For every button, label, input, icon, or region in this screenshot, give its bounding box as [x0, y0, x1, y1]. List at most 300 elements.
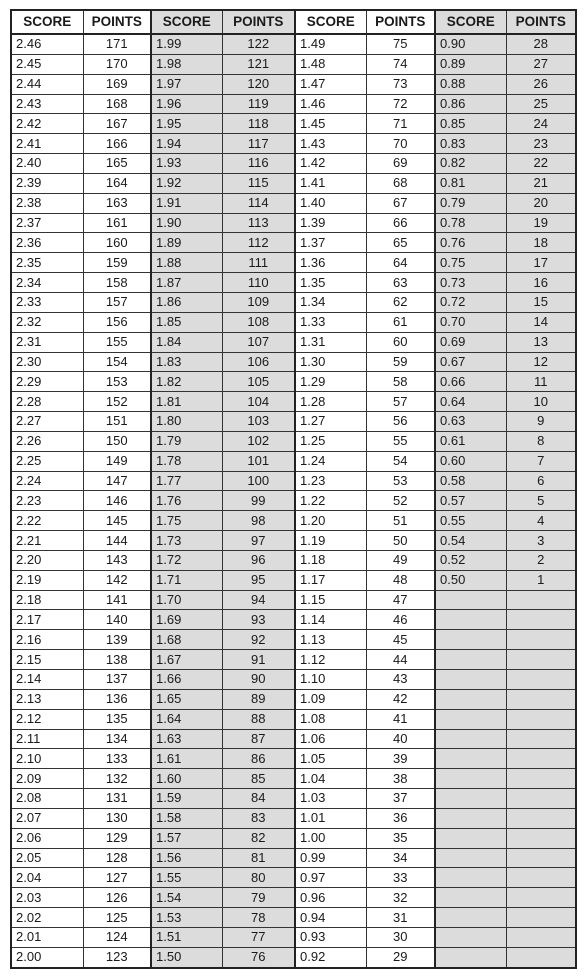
- score-cell: 2.38: [11, 193, 83, 213]
- empty-cell: [506, 630, 576, 650]
- points-cell: 122: [222, 34, 295, 54]
- points-cell: 32: [366, 888, 435, 908]
- points-cell: 22: [506, 154, 576, 174]
- points-cell: 136: [83, 689, 151, 709]
- empty-cell: [506, 590, 576, 610]
- score-cell: 1.00: [295, 828, 366, 848]
- points-cell: 63: [366, 273, 435, 293]
- score-cell: 1.66: [151, 670, 222, 690]
- points-cell: 109: [222, 292, 295, 312]
- points-cell: 59: [366, 352, 435, 372]
- score-cell: 1.99: [151, 34, 222, 54]
- score-cell: 1.15: [295, 590, 366, 610]
- score-cell: 0.76: [435, 233, 506, 253]
- points-cell: 7: [506, 451, 576, 471]
- points-cell: 30: [366, 927, 435, 947]
- score-cell: 2.30: [11, 352, 83, 372]
- points-cell: 161: [83, 213, 151, 233]
- score-cell: 1.86: [151, 292, 222, 312]
- points-cell: 2: [506, 550, 576, 570]
- points-cell: 97: [222, 531, 295, 551]
- score-cell: 2.26: [11, 431, 83, 451]
- score-cell: 1.54: [151, 888, 222, 908]
- points-cell: 40: [366, 729, 435, 749]
- points-cell: 111: [222, 253, 295, 273]
- points-cell: 69: [366, 154, 435, 174]
- points-cell: 6: [506, 471, 576, 491]
- points-cell: 52: [366, 491, 435, 511]
- score-cell: 0.82: [435, 154, 506, 174]
- score-cell: 1.10: [295, 670, 366, 690]
- points-cell: 128: [83, 848, 151, 868]
- score-cell: 2.07: [11, 808, 83, 828]
- empty-cell: [506, 947, 576, 967]
- score-cell: 0.86: [435, 94, 506, 114]
- score-cell: 2.34: [11, 273, 83, 293]
- points-cell: 119: [222, 94, 295, 114]
- score-cell: 0.85: [435, 114, 506, 134]
- points-cell: 102: [222, 431, 295, 451]
- table-row: [11, 749, 576, 769]
- empty-cell: [506, 808, 576, 828]
- points-cell: 170: [83, 54, 151, 74]
- points-cell: 43: [366, 670, 435, 690]
- score-cell: 0.58: [435, 471, 506, 491]
- empty-cell: [435, 709, 506, 729]
- points-cell: 156: [83, 312, 151, 332]
- score-cell: 0.94: [295, 908, 366, 928]
- header-score-3: SCORE: [295, 10, 366, 34]
- table-row: [11, 570, 576, 590]
- points-cell: 169: [83, 74, 151, 94]
- score-cell: 1.69: [151, 610, 222, 630]
- table-row: [11, 491, 576, 511]
- header-score-4: SCORE: [435, 10, 506, 34]
- points-cell: 4: [506, 511, 576, 531]
- points-cell: 147: [83, 471, 151, 491]
- header-score-1: SCORE: [11, 10, 83, 34]
- points-cell: 108: [222, 312, 295, 332]
- points-cell: 104: [222, 392, 295, 412]
- score-cell: 1.77: [151, 471, 222, 491]
- points-cell: 118: [222, 114, 295, 134]
- score-cell: 1.17: [295, 570, 366, 590]
- score-cell: 1.31: [295, 332, 366, 352]
- table-row: [11, 94, 576, 114]
- table-row: [11, 332, 576, 352]
- empty-cell: [435, 868, 506, 888]
- empty-cell: [506, 670, 576, 690]
- score-cell: 0.50: [435, 570, 506, 590]
- points-cell: 165: [83, 154, 151, 174]
- score-cell: 0.99: [295, 848, 366, 868]
- table-row: [11, 630, 576, 650]
- table-row: [11, 531, 576, 551]
- points-cell: 112: [222, 233, 295, 253]
- score-cell: 2.14: [11, 670, 83, 690]
- points-cell: 36: [366, 808, 435, 828]
- points-cell: 125: [83, 908, 151, 928]
- points-cell: 117: [222, 134, 295, 154]
- table-row: [11, 908, 576, 928]
- empty-cell: [435, 610, 506, 630]
- points-cell: 116: [222, 154, 295, 174]
- score-cell: 2.24: [11, 471, 83, 491]
- table-row: [11, 253, 576, 273]
- score-cell: 2.46: [11, 34, 83, 54]
- table-row: [11, 292, 576, 312]
- score-cell: 1.67: [151, 650, 222, 670]
- points-cell: 152: [83, 392, 151, 412]
- score-cell: 2.35: [11, 253, 83, 273]
- score-cell: 1.59: [151, 789, 222, 809]
- empty-cell: [506, 908, 576, 928]
- points-cell: 76: [222, 947, 295, 967]
- score-cell: 1.87: [151, 273, 222, 293]
- points-cell: 135: [83, 709, 151, 729]
- table-row: [11, 233, 576, 253]
- points-cell: 114: [222, 193, 295, 213]
- table-row: [11, 610, 576, 630]
- score-cell: 1.92: [151, 173, 222, 193]
- empty-cell: [435, 630, 506, 650]
- header-row: [11, 10, 576, 34]
- points-cell: 141: [83, 590, 151, 610]
- score-cell: 0.96: [295, 888, 366, 908]
- points-cell: 34: [366, 848, 435, 868]
- points-cell: 158: [83, 273, 151, 293]
- table-row: [11, 431, 576, 451]
- score-cell: 2.05: [11, 848, 83, 868]
- score-cell: 0.57: [435, 491, 506, 511]
- points-cell: 72: [366, 94, 435, 114]
- empty-cell: [435, 947, 506, 967]
- score-cell: 1.47: [295, 74, 366, 94]
- score-cell: 1.39: [295, 213, 366, 233]
- points-cell: 56: [366, 412, 435, 432]
- points-cell: 65: [366, 233, 435, 253]
- score-cell: 1.37: [295, 233, 366, 253]
- points-cell: 160: [83, 233, 151, 253]
- score-cell: 0.79: [435, 193, 506, 213]
- points-cell: 19: [506, 213, 576, 233]
- points-cell: 129: [83, 828, 151, 848]
- points-cell: 42: [366, 689, 435, 709]
- score-cell: 1.45: [295, 114, 366, 134]
- score-cell: 0.81: [435, 173, 506, 193]
- score-cell: 2.25: [11, 451, 83, 471]
- points-cell: 49: [366, 550, 435, 570]
- score-cell: 1.03: [295, 789, 366, 809]
- score-cell: 0.64: [435, 392, 506, 412]
- table-row: [11, 372, 576, 392]
- score-cell: 1.18: [295, 550, 366, 570]
- points-cell: 91: [222, 650, 295, 670]
- points-cell: 124: [83, 927, 151, 947]
- table-row: [11, 868, 576, 888]
- table-row: [11, 789, 576, 809]
- points-cell: 154: [83, 352, 151, 372]
- points-cell: 50: [366, 531, 435, 551]
- header-points-2: POINTS: [222, 10, 295, 34]
- points-cell: 106: [222, 352, 295, 372]
- score-cell: 2.19: [11, 570, 83, 590]
- table-row: [11, 828, 576, 848]
- empty-cell: [435, 848, 506, 868]
- empty-cell: [506, 610, 576, 630]
- table-row: [11, 352, 576, 372]
- empty-cell: [506, 927, 576, 947]
- score-cell: 1.27: [295, 412, 366, 432]
- points-cell: 87: [222, 729, 295, 749]
- score-cell: 1.12: [295, 650, 366, 670]
- score-cell: 1.88: [151, 253, 222, 273]
- points-cell: 51: [366, 511, 435, 531]
- empty-cell: [435, 749, 506, 769]
- table-row: [11, 769, 576, 789]
- score-cell: 1.73: [151, 531, 222, 551]
- points-cell: 73: [366, 74, 435, 94]
- score-cell: 1.71: [151, 570, 222, 590]
- score-cell: 1.53: [151, 908, 222, 928]
- points-cell: 137: [83, 670, 151, 690]
- points-cell: 24: [506, 114, 576, 134]
- points-cell: 146: [83, 491, 151, 511]
- score-cell: 1.96: [151, 94, 222, 114]
- score-cell: 1.79: [151, 431, 222, 451]
- score-cell: 2.39: [11, 173, 83, 193]
- points-cell: 144: [83, 531, 151, 551]
- points-cell: 29: [366, 947, 435, 967]
- score-cell: 2.03: [11, 888, 83, 908]
- points-cell: 153: [83, 372, 151, 392]
- table-row: [11, 54, 576, 74]
- points-cell: 55: [366, 431, 435, 451]
- header-points-1: POINTS: [83, 10, 151, 34]
- score-cell: 0.83: [435, 134, 506, 154]
- empty-cell: [435, 769, 506, 789]
- points-cell: 13: [506, 332, 576, 352]
- points-cell: 98: [222, 511, 295, 531]
- points-cell: 133: [83, 749, 151, 769]
- score-cell: 2.36: [11, 233, 83, 253]
- score-cell: 2.44: [11, 74, 83, 94]
- points-cell: 28: [506, 34, 576, 54]
- points-cell: 35: [366, 828, 435, 848]
- score-cell: 1.05: [295, 749, 366, 769]
- score-cell: 1.64: [151, 709, 222, 729]
- score-cell: 1.06: [295, 729, 366, 749]
- points-cell: 10: [506, 392, 576, 412]
- points-cell: 140: [83, 610, 151, 630]
- score-cell: 1.91: [151, 193, 222, 213]
- score-cell: 1.58: [151, 808, 222, 828]
- points-cell: 115: [222, 173, 295, 193]
- empty-cell: [506, 828, 576, 848]
- points-cell: 33: [366, 868, 435, 888]
- score-cell: 1.72: [151, 550, 222, 570]
- table-row: [11, 511, 576, 531]
- points-cell: 58: [366, 372, 435, 392]
- score-cell: 2.45: [11, 54, 83, 74]
- score-cell: 1.70: [151, 590, 222, 610]
- score-cell: 2.01: [11, 927, 83, 947]
- points-cell: 14: [506, 312, 576, 332]
- points-cell: 48: [366, 570, 435, 590]
- points-cell: 1: [506, 570, 576, 590]
- points-cell: 62: [366, 292, 435, 312]
- table-row: [11, 808, 576, 828]
- points-cell: 11: [506, 372, 576, 392]
- points-cell: 164: [83, 173, 151, 193]
- score-cell: 1.97: [151, 74, 222, 94]
- score-cell: 1.78: [151, 451, 222, 471]
- score-cell: 1.75: [151, 511, 222, 531]
- empty-cell: [435, 828, 506, 848]
- score-cell: 1.51: [151, 927, 222, 947]
- table-row: [11, 74, 576, 94]
- points-cell: 131: [83, 789, 151, 809]
- score-cell: 0.52: [435, 550, 506, 570]
- score-cell: 2.21: [11, 531, 83, 551]
- points-cell: 45: [366, 630, 435, 650]
- score-cell: 1.01: [295, 808, 366, 828]
- score-cell: 2.22: [11, 511, 83, 531]
- score-cell: 1.09: [295, 689, 366, 709]
- points-cell: 53: [366, 471, 435, 491]
- score-cell: 2.08: [11, 789, 83, 809]
- score-cell: 1.55: [151, 868, 222, 888]
- score-cell: 2.16: [11, 630, 83, 650]
- score-cell: 0.63: [435, 412, 506, 432]
- header-points-4: POINTS: [506, 10, 576, 34]
- score-cell: 2.31: [11, 332, 83, 352]
- points-cell: 113: [222, 213, 295, 233]
- points-cell: 25: [506, 94, 576, 114]
- points-cell: 23: [506, 134, 576, 154]
- score-cell: 1.89: [151, 233, 222, 253]
- points-cell: 105: [222, 372, 295, 392]
- points-cell: 81: [222, 848, 295, 868]
- score-cell: 2.29: [11, 372, 83, 392]
- score-cell: 1.24: [295, 451, 366, 471]
- score-cell: 1.25: [295, 431, 366, 451]
- score-cell: 0.70: [435, 312, 506, 332]
- score-cell: 0.61: [435, 431, 506, 451]
- score-cell: 1.13: [295, 630, 366, 650]
- empty-cell: [435, 808, 506, 828]
- score-cell: 1.36: [295, 253, 366, 273]
- points-cell: 74: [366, 54, 435, 74]
- score-cell: 1.81: [151, 392, 222, 412]
- table-row: [11, 312, 576, 332]
- score-cell: 2.40: [11, 154, 83, 174]
- points-cell: 167: [83, 114, 151, 134]
- score-cell: 1.93: [151, 154, 222, 174]
- score-cell: 1.95: [151, 114, 222, 134]
- score-cell: 1.33: [295, 312, 366, 332]
- points-cell: 150: [83, 431, 151, 451]
- score-cell: 1.23: [295, 471, 366, 491]
- empty-cell: [506, 689, 576, 709]
- empty-cell: [435, 927, 506, 947]
- points-cell: 80: [222, 868, 295, 888]
- table-row: [11, 888, 576, 908]
- points-cell: 31: [366, 908, 435, 928]
- score-cell: 1.90: [151, 213, 222, 233]
- score-cell: 2.10: [11, 749, 83, 769]
- points-cell: 86: [222, 749, 295, 769]
- table-row: [11, 670, 576, 690]
- points-cell: 44: [366, 650, 435, 670]
- score-cell: 1.29: [295, 372, 366, 392]
- points-cell: 134: [83, 729, 151, 749]
- points-cell: 17: [506, 253, 576, 273]
- points-cell: 130: [83, 808, 151, 828]
- score-cell: 2.37: [11, 213, 83, 233]
- score-cell: 1.42: [295, 154, 366, 174]
- empty-cell: [435, 650, 506, 670]
- score-cell: 0.69: [435, 332, 506, 352]
- score-cell: 2.17: [11, 610, 83, 630]
- score-cell: 1.68: [151, 630, 222, 650]
- score-cell: 1.61: [151, 749, 222, 769]
- points-cell: 8: [506, 431, 576, 451]
- points-cell: 159: [83, 253, 151, 273]
- score-cell: 2.12: [11, 709, 83, 729]
- score-cell: 1.30: [295, 352, 366, 372]
- score-cell: 0.90: [435, 34, 506, 54]
- score-cell: 2.43: [11, 94, 83, 114]
- points-cell: 157: [83, 292, 151, 312]
- table-row: [11, 451, 576, 471]
- score-cell: 2.15: [11, 650, 83, 670]
- points-cell: 38: [366, 769, 435, 789]
- empty-cell: [506, 848, 576, 868]
- points-cell: 155: [83, 332, 151, 352]
- points-cell: 143: [83, 550, 151, 570]
- points-cell: 54: [366, 451, 435, 471]
- points-cell: 121: [222, 54, 295, 74]
- score-cell: 1.22: [295, 491, 366, 511]
- table-row: [11, 412, 576, 432]
- empty-cell: [435, 689, 506, 709]
- score-cell: 1.82: [151, 372, 222, 392]
- points-cell: 85: [222, 769, 295, 789]
- points-cell: 79: [222, 888, 295, 908]
- points-cell: 12: [506, 352, 576, 372]
- score-cell: 2.41: [11, 134, 83, 154]
- score-cell: 1.40: [295, 193, 366, 213]
- points-cell: 95: [222, 570, 295, 590]
- points-cell: 101: [222, 451, 295, 471]
- points-cell: 78: [222, 908, 295, 928]
- score-cell: 1.49: [295, 34, 366, 54]
- score-cell: 1.46: [295, 94, 366, 114]
- points-cell: 151: [83, 412, 151, 432]
- score-cell: 2.02: [11, 908, 83, 928]
- points-cell: 37: [366, 789, 435, 809]
- score-cell: 2.32: [11, 312, 83, 332]
- points-cell: 77: [222, 927, 295, 947]
- points-cell: 168: [83, 94, 151, 114]
- score-cell: 2.18: [11, 590, 83, 610]
- table-row: [11, 213, 576, 233]
- empty-cell: [435, 729, 506, 749]
- score-cell: 1.56: [151, 848, 222, 868]
- score-cell: 1.60: [151, 769, 222, 789]
- score-cell: 1.43: [295, 134, 366, 154]
